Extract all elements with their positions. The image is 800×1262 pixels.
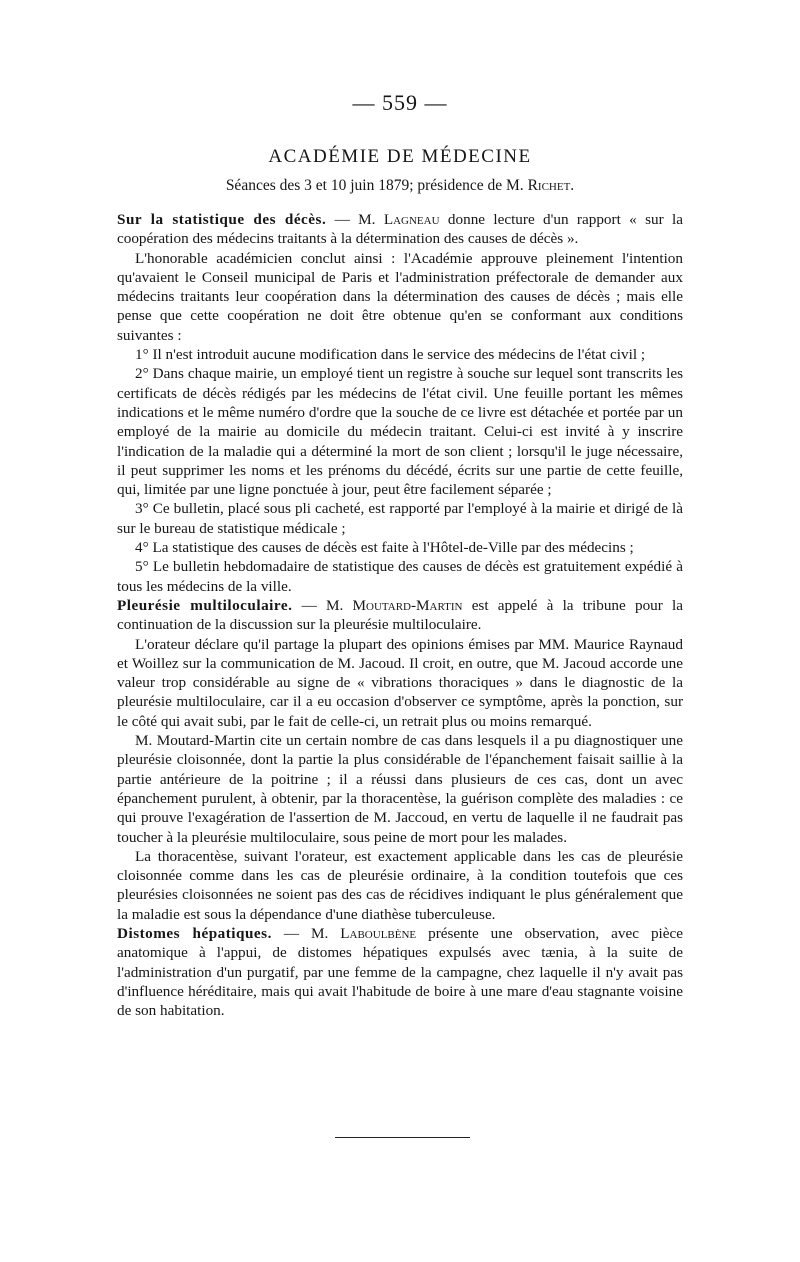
speaker-name: Lagneau [383, 211, 440, 228]
paragraph: 2° Dans chaque mairie, un employé tient un registre à souche sur lequel sont transcrits les certificats de décès rédigés par les médecins de l'état civil. Une feuille portant les mêmes indications et le même numéro d'ordre que la souche de ce livre est détachée et portée par un employé de la mairie au domicile du médecin traitant. Celui-ci est invité à y inscrire l'indication de la maladie qui a déterminé la mort de son client ; lorsqu'il le juge nécessaire, il peut supprimer les noms et les prénoms du décédé, écrits sur une partie de cette feuille, qui, limitée par une ligne ponctuée à jour, peut être facilement séparée ; [117, 365, 683, 499]
runin-title: Distomes hépatiques. [117, 924, 272, 942]
article-body [117, 210, 683, 1020]
dash: — M. [271, 924, 341, 942]
paragraph-text: donne lecture d'un rapport « sur la coopération des médecins traitants à la détermination des causes de décès ». [117, 211, 683, 248]
runin-title: Sur la statistique des décès. [117, 211, 327, 228]
runin-title: Pleurésie multiloculaire. [117, 596, 293, 614]
session-text: Séances des 3 et 10 juin 1879; présidence de M. [225, 177, 528, 194]
dash: — M. [292, 596, 353, 614]
paragraph: 5° Le bulletin hebdomadaire de statistique des causes de décès est gratuitement expédié à tous les médecins de la ville. [117, 558, 683, 595]
speaker-name: Laboulbène [340, 924, 417, 942]
paragraph: L'orateur déclare qu'il partage la plupart des opinions émises par MM. Maurice Raynaud et Woillez sur la communication de M. Jacoud. Il croit, en outre, que M. Jacoud accorde une valeur trop considérable au signe de « vibrations thoraciques » dans le diagnostic de la pleurésie multiloculaire, car il a eu occasion d'observer ce symptôme, après la ponction, sur le côté qui avait subi, par le fait de celle-ci, un retrait plus ou moins remarqué. [117, 635, 683, 730]
page-number: — 559 — [352, 90, 448, 115]
paragraph-statistique [117, 210, 683, 249]
session-line [0, 177, 800, 195]
dash: — M. [326, 211, 384, 228]
session-end: . [570, 177, 575, 194]
paragraph: L'honorable académicien conclut ainsi : l'Académie approuve pleinement l'intention qu'avaient le Conseil municipal de Paris et l'administration préfectorale de demander aux médecins traitants leur coopération dans la détermination des causes de décès ; mais elle pense que cette coopération ne doit être obtenue qu'en se conformant aux conditions suivantes : [117, 249, 683, 344]
paragraph: 1° Il n'est introduit aucune modification dans le service des médecins de l'état civil ; [135, 346, 646, 364]
president-name: Richet [527, 177, 571, 194]
paragraph-text: est appelé à la tribune pour la continuation de la discussion sur la pleurésie multiloculaire. [117, 596, 683, 634]
speaker-name: Moutard-Martin [352, 596, 463, 614]
paragraph: 4° La statistique des causes de décès est faite à l'Hôtel-de-Ville par des médecins ; [135, 539, 634, 557]
paragraph: M. Moutard-Martin cite un certain nombre de cas dans lesquels il a pu diagnostiquer une pleurésie cloisonnée, dont la partie la plus considérable de l'épanchement faisait saillie à la partie antérieure de la poitrine ; il a réussi dans plusieurs de ces cas, dont un avec épanchement purulent, à obtenir, par la thoracentèse, la guérison complète des maladies : ce qui prouve l'exagération de l'assertion de M. Jaccoud, en vertu de laquelle il ne faudrait pas toucher à la pleurésie multiloculaire, sous peine de mort pour les malades. [117, 732, 683, 846]
paragraph-distomes [117, 924, 683, 1020]
section-heading: ACADÉMIE DE MÉDECINE [268, 146, 532, 167]
paragraph-text: présente une observation, avec pièce anatomique à l'appui, de distomes hépatiques expulsés avec tænia, à la suite de l'administration d'un purgatif, par une femme de la campagne, chez laquelle il n'y avait pas d'influence héréditaire, mais qui avait l'habitude de boire à une mare d'eau stagnante voisine de son habitation. [117, 924, 683, 1020]
paragraph: 3° Ce bulletin, placé sous pli cacheté, est rapporté par l'employé à la mairie et dirigé de là sur le bureau de statistique médicale ; [117, 500, 683, 537]
paragraph: La thoracentèse, suivant l'orateur, est exactement applicable dans les cas de pleurésie cloisonnée comme dans les cas de pleurésie ordinaire, à la condition toutefois que ces pleurésies cloisonnées ne soient pas des cas de récidives indiquant le plus généralement que la maladie est sous la dépendance d'une diathèse tuberculeuse. [117, 847, 683, 923]
paragraph-pleuresie [117, 596, 683, 635]
closing-rule [335, 1137, 470, 1138]
